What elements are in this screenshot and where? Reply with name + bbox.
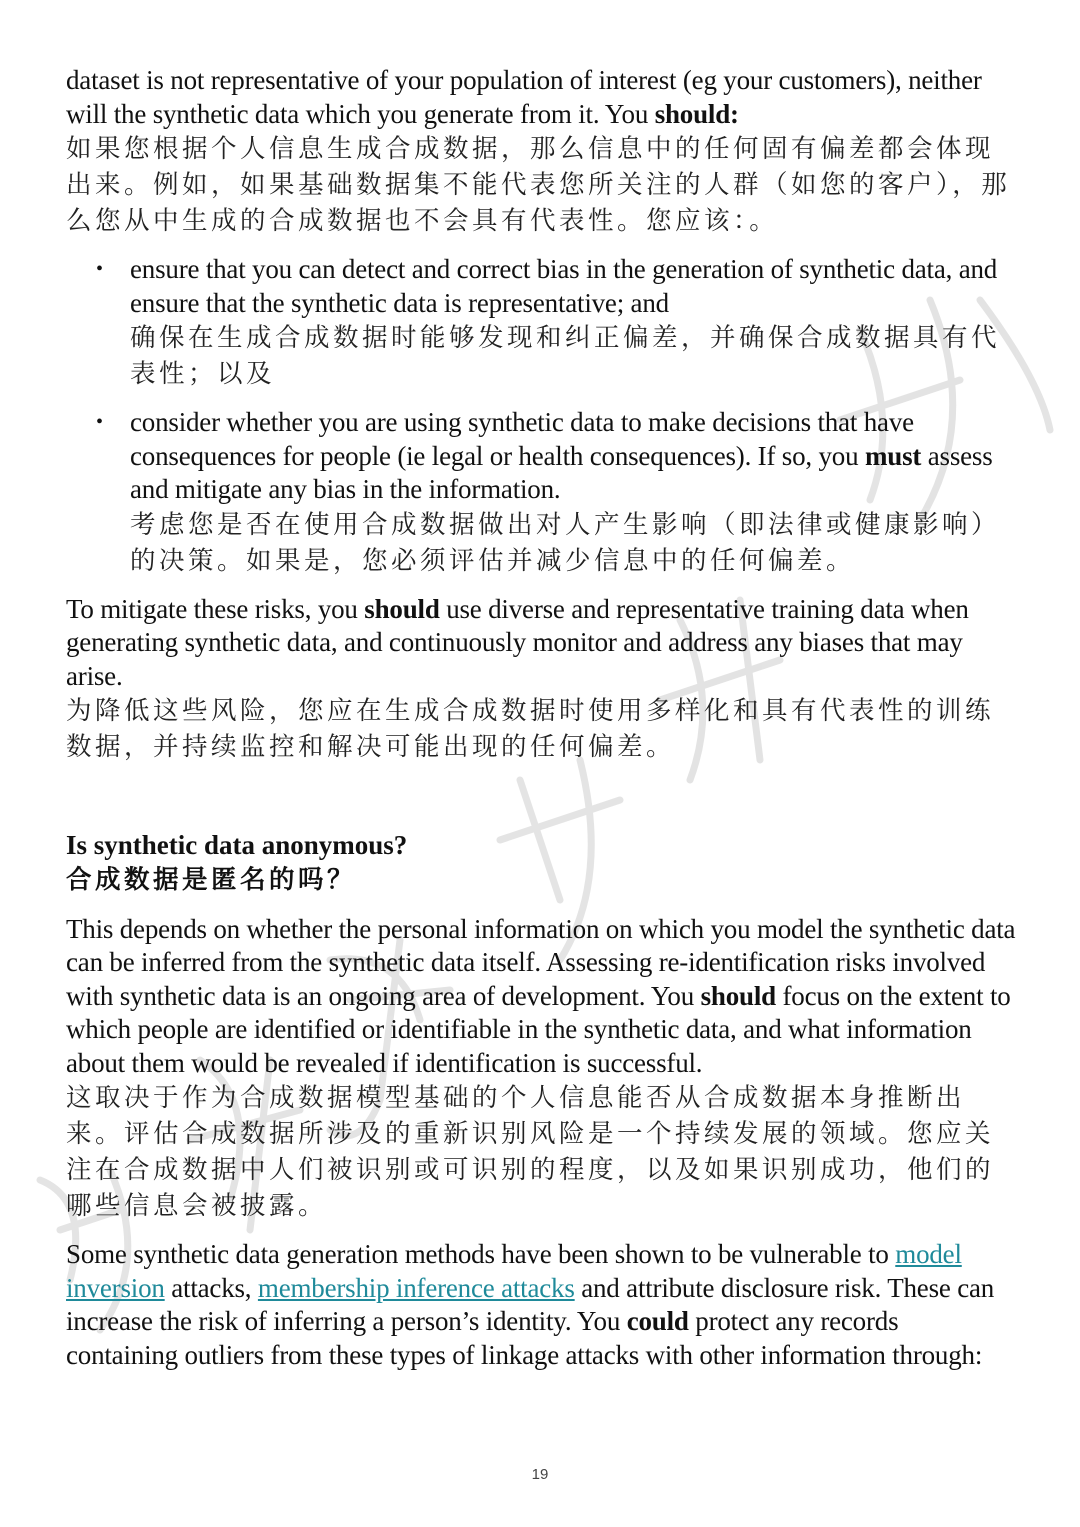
depends-chinese bbox=[66, 1080, 1016, 1224]
mitigate-english-bold: should bbox=[364, 593, 440, 624]
depends-chinese-text: 这取决于作为合成数据模型基础的个人信息能否从合成数据本身推断出来。评估合成数据所涉及的重新识别风险是一个持续发展的领域。您 bbox=[66, 1083, 966, 1149]
methods-bold: could bbox=[626, 1306, 689, 1336]
intro-chinese-bold: 应该 bbox=[675, 206, 734, 236]
mitigate-chinese-tail: 在生成合成数据时使用多样化和具有代表性的训练数据，并持续监控和解决可能出现的任何偏差。 bbox=[66, 696, 995, 762]
intro-chinese-text: 如果您根据个人信息生成合成数据，那么信息中的任何固有偏差都会体现出来。例如，如果基础数据集不能代表您所关注的人群（如您的客户），那么您从中生成的合成数据也不会具有代表性。您 bbox=[66, 134, 1011, 236]
bullet-english-tail: assess and mitigate any bias in the information. bbox=[130, 440, 993, 504]
intro-chinese-tail: ：。 bbox=[733, 206, 779, 236]
methods-paragraph bbox=[66, 1238, 1016, 1372]
depends-paragraph bbox=[66, 913, 1016, 1225]
section-spacer bbox=[66, 779, 1016, 829]
list-item bbox=[66, 406, 1016, 579]
depends-english bbox=[66, 913, 1016, 1081]
bullet-chinese-bold: 必须 bbox=[391, 545, 450, 576]
section-heading-chinese: 合成数据是匿名的吗？ bbox=[66, 864, 357, 895]
intro-english-bold: should: bbox=[654, 98, 739, 129]
bullet-chinese bbox=[130, 320, 1016, 392]
methods-english bbox=[66, 1238, 1016, 1372]
bullet-dot: • bbox=[96, 258, 104, 280]
bullet-chinese bbox=[130, 507, 1016, 579]
mitigate-paragraph bbox=[66, 593, 1016, 766]
mitigate-english bbox=[66, 593, 1016, 694]
bullet-chinese-tail: 评估并减少信息中的任何偏差。 bbox=[449, 545, 856, 576]
main-content bbox=[66, 64, 1016, 1386]
bullet-list bbox=[66, 253, 1016, 579]
bullet-english-text: ensure that you can detect and correct bias in the generation of synthetic data, and ensure that the synthetic data is representative; and bbox=[130, 254, 998, 318]
methods-text-4: protect any records containing outliers from these types of linkage attacks with other information through: bbox=[66, 1306, 983, 1370]
bullet-english-bold: must bbox=[864, 440, 922, 471]
intro-chinese bbox=[66, 131, 1016, 239]
depends-english-bold: should bbox=[700, 980, 776, 1011]
mitigate-english-text: To mitigate these risks, you bbox=[66, 593, 365, 624]
mitigate-chinese-text: 为降低这些风险，您 bbox=[66, 696, 328, 726]
section-heading-english: Is synthetic data anonymous? bbox=[66, 830, 408, 860]
bullet-english-text: consider whether you are using synthetic data to make decisions that have consequences for people (ie legal or health consequences). If so, you bbox=[130, 407, 914, 471]
membership-inference-link[interactable]: membership inference attacks bbox=[257, 1272, 575, 1303]
bullet-dot: • bbox=[96, 411, 104, 433]
model-inversion-link[interactable]: model inversion bbox=[66, 1239, 962, 1303]
intro-paragraph bbox=[66, 64, 1016, 239]
mitigate-chinese bbox=[66, 693, 1016, 765]
list-item bbox=[66, 253, 1016, 392]
intro-english bbox=[66, 64, 1016, 131]
depends-english-text: This depends on whether the personal information on which you model the synthetic data can be inferred from the synthetic data itself. Assessing re-identification risks involved with synthetic data is an ongoing area of development. You bbox=[66, 913, 1016, 1011]
methods-text-2: attacks, bbox=[164, 1272, 258, 1303]
depends-chinese-tail: 关注在合成数据中人们被识别或可识别的程度，以及如果识别成功，他们的哪些信息会被披露。 bbox=[66, 1119, 995, 1221]
intro-english-text: dataset is not representative of your population of interest (eg your customers), neither will the synthetic data which you generate from it. You bbox=[66, 65, 982, 129]
bullet-english bbox=[130, 253, 1016, 320]
methods-text-3: and attribute disclosure risk. These can increase the risk of inferring a person’s identity. You bbox=[66, 1272, 995, 1336]
methods-text-1: Some synthetic data generation methods have been shown to be vulnerable to bbox=[66, 1239, 896, 1269]
mitigate-english-tail: use diverse and representative training data when generating synthetic data, and continuously monitor and address any biases that may arise. bbox=[66, 593, 969, 691]
bullet-chinese-text: 考虑您是否在使用合成数据做出对人产生影响（即法律或健康影响）的决策。如果是，您 bbox=[130, 509, 1001, 576]
bullet-chinese-text: 确保在生成合成数据时能够发现和纠正偏差，并确保合成数据具有代表性；以及 bbox=[130, 323, 1001, 389]
mitigate-chinese-bold: 应 bbox=[327, 696, 357, 726]
page-number: 19 bbox=[531, 1466, 549, 1483]
depends-english-tail: focus on the extent to which people are identified or identifiable in the synthetic data, and what information about them would be revealed if identification is successful. bbox=[66, 980, 1011, 1078]
depends-chinese-bold: 应 bbox=[936, 1119, 966, 1149]
bullet-english bbox=[130, 406, 1016, 507]
